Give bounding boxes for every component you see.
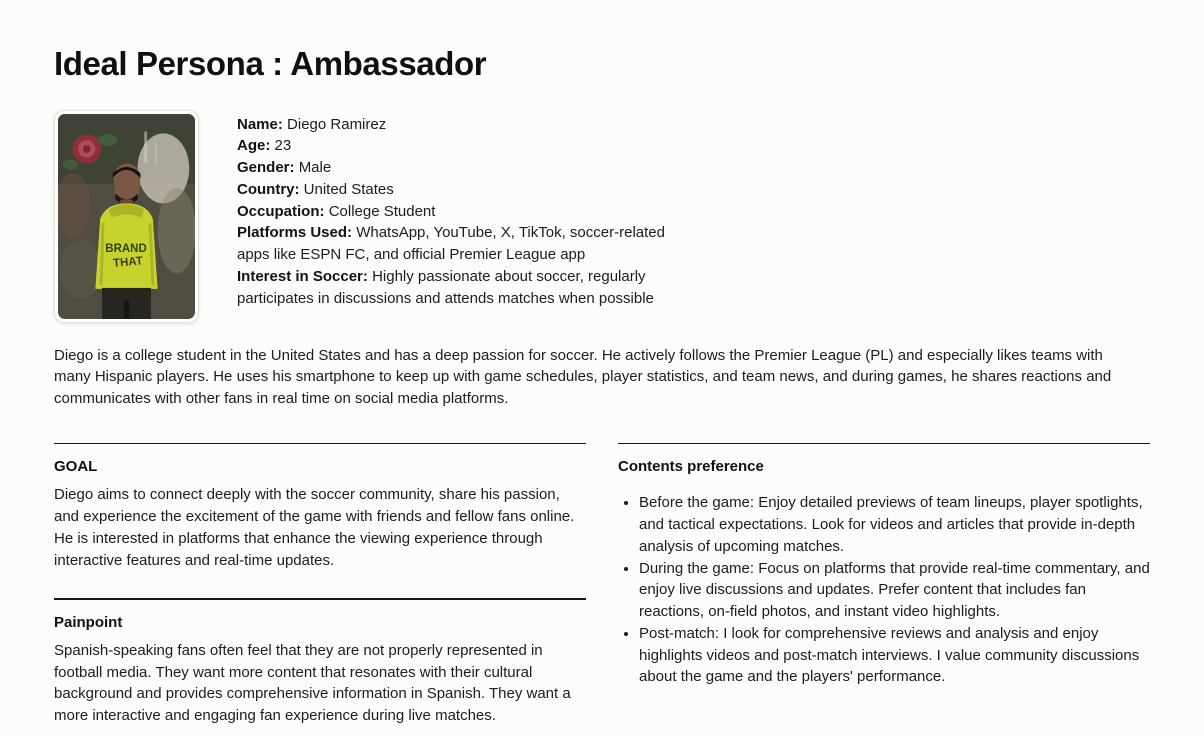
profile-field-occupation	[237, 201, 699, 223]
profile-section	[54, 110, 1150, 323]
left-column	[54, 443, 586, 727]
hoodie-text-line2: THAT	[112, 254, 144, 270]
page-title: Ideal Persona : Ambassador	[54, 45, 487, 82]
field-value: WhatsApp, YouTube, X, TikTok, soccer-related apps like ESPN FC, and official Premier League app	[237, 224, 665, 264]
divider	[618, 443, 1150, 445]
field-label: Gender:	[237, 159, 295, 177]
persona-photo-image	[58, 114, 195, 319]
painpoint-heading: Painpoint	[54, 613, 123, 631]
divider	[54, 443, 586, 445]
field-label: Country:	[237, 180, 300, 198]
list-item-during-game: • During the game: Focus on platforms that provide real-time commentary, and enjoy live discussions and updates. Prefer content that includes fan reactions, on-field photos, and instant video highlights.	[639, 558, 1150, 623]
goal-heading: GOAL	[54, 458, 98, 476]
contents-preference-heading: Contents preference	[618, 458, 764, 476]
right-column	[618, 443, 1150, 727]
contents-preference-list	[618, 492, 1150, 688]
profile-fields	[237, 110, 699, 323]
profile-field-age	[237, 135, 699, 157]
persona-summary: Diego is a college student in the United States and has a deep passion for soccer. He actively follows the Premier League (PL) and especially likes teams with many Hispanic players. He uses his smartphone to keep up with game schedules, player statistics, and team news, and during games, he shares reactions and communicates with other fans in real time on social media platforms.	[54, 346, 1112, 408]
profile-field-gender	[237, 157, 699, 179]
field-label: Age:	[237, 137, 271, 155]
profile-field-country	[237, 179, 699, 201]
field-value: Male	[298, 159, 332, 177]
goal-body: Diego aims to connect deeply with the soccer community, share his passion, and experience the excitement of the game with friends and fellow fans online. He is interested in platforms that enhance the viewing experience through interactive features and real-time updates.	[54, 486, 575, 569]
field-label: Platforms Used:	[237, 224, 353, 242]
field-label: Interest in Soccer:	[237, 267, 368, 285]
profile-field-name	[237, 114, 699, 136]
field-value: Diego Ramirez	[287, 115, 387, 133]
field-value: College Student	[328, 202, 436, 220]
field-value: 23	[274, 137, 292, 155]
painpoint-body: Spanish-speaking fans often feel that they are not properly represented in football media. They want more content that resonates with their cultural background and provides comprehensive information in Spanish. They want a more interactive and engaging fan experience during live matches.	[54, 641, 571, 725]
field-label: Occupation:	[237, 202, 325, 220]
field-value: Highly passionate about soccer, regularly participates in discussions and attends matches when possible	[237, 267, 654, 307]
detail-columns	[54, 443, 1150, 727]
field-label: Name:	[237, 115, 283, 133]
profile-field-platforms	[237, 222, 699, 266]
persona-photo	[54, 110, 199, 323]
divider	[54, 598, 586, 600]
profile-field-interest	[237, 266, 699, 310]
hoodie-text-line1: BRAND	[105, 242, 147, 255]
list-item-before-game: • Before the game: Enjoy detailed previews of team lineups, player spotlights, and tactical expectations. Look for videos and articles that provide in-depth analysis of upcoming matches.	[639, 492, 1150, 557]
list-item-post-match: • Post-match: I look for comprehensive reviews and analysis and enjoy highlights videos and post-match interviews. I value community discussions about the game and the players' performance.	[639, 623, 1150, 688]
field-value: United States	[303, 180, 394, 198]
